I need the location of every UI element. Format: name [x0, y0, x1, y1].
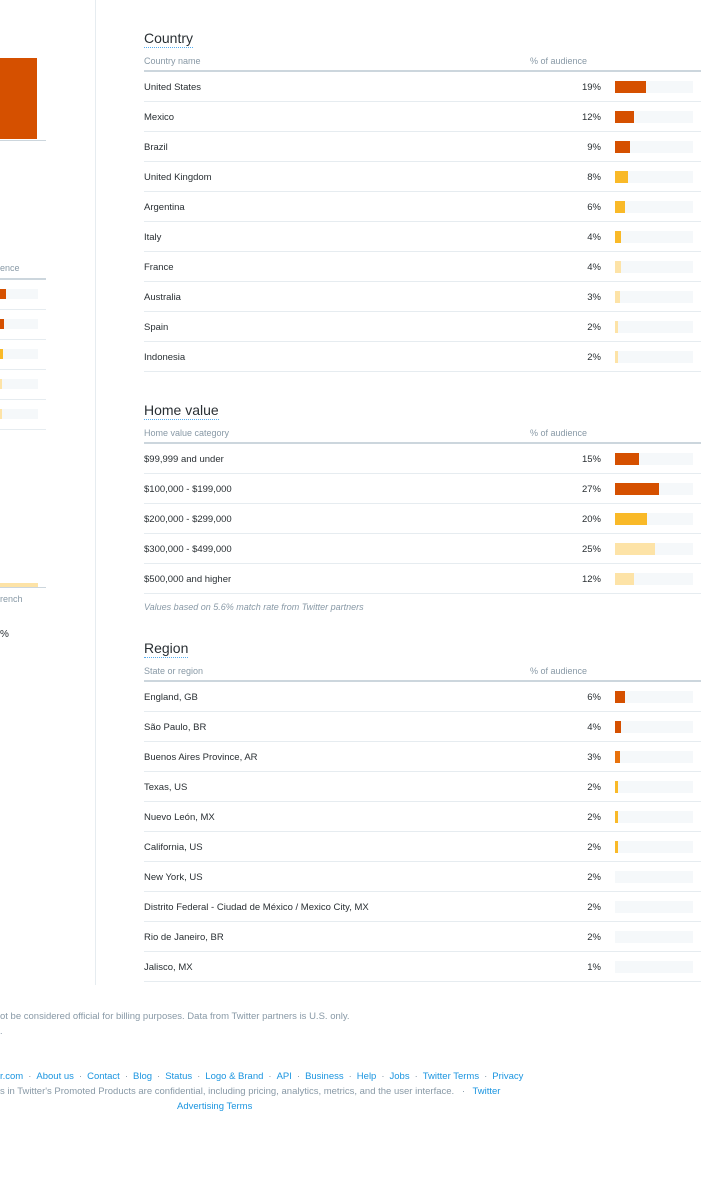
footer-link[interactable]: API: [276, 1071, 292, 1082]
row-percentage: 4%: [587, 722, 601, 733]
row-bar-track: [615, 81, 693, 93]
left-mini-bar: [0, 379, 38, 389]
table-row: [144, 742, 701, 772]
row-bar-fill: [615, 781, 618, 793]
row-bar-track: [615, 931, 693, 943]
row-percentage: 2%: [587, 902, 601, 913]
row-bar-track: [615, 321, 693, 333]
row-bar-fill: [615, 483, 659, 495]
region-section: [144, 640, 701, 982]
row-label: Spain: [144, 322, 169, 333]
row-bar-fill: [615, 81, 646, 93]
row-percentage: 6%: [587, 202, 601, 213]
row-label: Mexico: [144, 112, 175, 123]
region-col-pct: % of audience: [530, 666, 588, 676]
row-bar-track: [615, 201, 693, 213]
country-rows: [144, 72, 701, 372]
row-bar-fill: [615, 111, 634, 123]
row-bar-track: [615, 171, 693, 183]
row-bar-track: [615, 141, 693, 153]
row-label: $300,000 - $499,000: [144, 544, 232, 555]
row-bar-fill: [615, 291, 620, 303]
table-row: [144, 712, 701, 742]
footer-link[interactable]: Help: [356, 1071, 377, 1082]
row-bar-fill: [615, 721, 621, 733]
billing-disclaimer: ot be considered official for billing purposes. Data from Twitter partners is U.S. only.: [0, 1011, 350, 1022]
row-percentage: 12%: [581, 574, 601, 585]
row-percentage: 1%: [587, 962, 601, 973]
row-percentage: 6%: [587, 692, 601, 703]
row-label: United Kingdom: [144, 172, 212, 183]
row-percentage: 2%: [587, 932, 601, 943]
row-bar-fill: [615, 231, 621, 243]
home-value-col-name: Home value category: [144, 428, 230, 438]
table-row: [144, 312, 701, 342]
table-row: [144, 192, 701, 222]
region-col-name: State or region: [144, 666, 204, 676]
table-row: [144, 102, 701, 132]
region-table-header: [144, 662, 701, 682]
row-percentage: 2%: [587, 322, 601, 333]
row-bar-track: [615, 811, 693, 823]
country-title[interactable]: Country: [144, 30, 194, 46]
row-percentage: 2%: [587, 782, 601, 793]
country-col-name: Country name: [144, 56, 201, 66]
row-bar-fill: [615, 201, 625, 213]
table-row: [144, 162, 701, 192]
row-label: $99,999 and under: [144, 454, 224, 465]
row-label: $200,000 - $299,000: [144, 514, 232, 525]
left-pct-label: %: [0, 629, 9, 640]
row-percentage: 2%: [587, 872, 601, 883]
home-value-table-header: [144, 424, 701, 444]
row-label: Indonesia: [144, 352, 186, 363]
row-bar-fill: [615, 321, 618, 333]
row-percentage: 12%: [581, 112, 601, 123]
home-value-col-pct: % of audience: [530, 428, 588, 438]
row-percentage: 27%: [581, 484, 601, 495]
row-label: Jalisco, MX: [144, 962, 193, 973]
footer-link[interactable]: Status: [165, 1071, 193, 1082]
row-percentage: 4%: [587, 232, 601, 243]
link-separator: ·: [157, 1071, 161, 1082]
link-separator: ·: [78, 1071, 83, 1082]
row-bar-fill: [615, 453, 639, 465]
left-row-divider: [0, 399, 46, 400]
advertising-terms-link[interactable]: Advertising Terms: [177, 1101, 253, 1112]
row-percentage: 2%: [587, 352, 601, 363]
confidentiality-notice: s in Twitter's Promoted Products are confidential, including pricing, analytics, metrics, and the user interface. · Twitter: [0, 1086, 501, 1097]
country-table-header: [144, 52, 701, 72]
row-percentage: 19%: [581, 82, 601, 93]
row-bar-track: [615, 961, 693, 973]
table-row: [144, 282, 701, 312]
table-row: [144, 564, 701, 594]
row-label: $100,000 - $199,000: [144, 484, 232, 495]
link-separator: ·: [296, 1071, 301, 1082]
row-bar-fill: [615, 811, 618, 823]
table-row: [144, 862, 701, 892]
left-mini-bar-fill: [0, 319, 4, 329]
footer-link[interactable]: Contact: [87, 1071, 120, 1082]
left-row-divider: [0, 339, 46, 340]
row-percentage: 25%: [581, 544, 601, 555]
row-bar-track: [615, 721, 693, 733]
advertising-terms-line: [177, 1101, 252, 1112]
table-row: [144, 474, 701, 504]
table-row: [144, 892, 701, 922]
row-bar-track: [615, 691, 693, 703]
region-title[interactable]: Region: [144, 640, 189, 656]
row-label: São Paulo, BR: [144, 722, 207, 733]
left-bottom-line: [0, 587, 46, 588]
footer-link[interactable]: Twitter Terms: [422, 1071, 480, 1082]
link-separator: ·: [414, 1071, 418, 1082]
footer-link[interactable]: Business: [305, 1071, 344, 1082]
row-bar-track: [615, 751, 693, 763]
table-row: [144, 504, 701, 534]
footer-links: [0, 1071, 523, 1082]
left-axis-line: [0, 140, 46, 141]
row-percentage: 15%: [581, 454, 601, 465]
left-row-divider: [0, 369, 46, 370]
table-row: [144, 682, 701, 712]
country-section: [144, 30, 701, 372]
left-mini-bar-fill: [0, 349, 3, 359]
row-label: Argentina: [144, 202, 185, 213]
row-label: Distrito Federal - Ciudad de México / Mexico City, MX: [144, 902, 369, 913]
left-mini-bar: [0, 409, 38, 419]
table-row: [144, 444, 701, 474]
left-bottom-label: rench: [0, 594, 23, 604]
row-percentage: 20%: [581, 514, 601, 525]
left-mini-bar-fill: [0, 379, 2, 389]
row-bar-fill: [615, 573, 634, 585]
row-bar-track: [615, 901, 693, 913]
row-bar-fill: [615, 543, 655, 555]
row-percentage: 4%: [587, 262, 601, 273]
table-row: [144, 132, 701, 162]
link-separator: ·: [484, 1071, 488, 1082]
region-rows: [144, 682, 701, 982]
row-label: Australia: [144, 292, 181, 303]
table-row: [144, 252, 701, 282]
table-row: [144, 952, 701, 982]
table-row: [144, 342, 701, 372]
row-percentage: 2%: [587, 812, 601, 823]
link-separator: ·: [348, 1071, 352, 1082]
table-row: [144, 72, 701, 102]
left-large-bar: [0, 58, 37, 139]
row-bar-fill: [615, 751, 620, 763]
footer-link[interactable]: Logo & Brand: [205, 1071, 264, 1082]
confidentiality-text: s in Twitter's Promoted Products are confidential, including pricing, analytics, metrics, and the user interface.: [0, 1086, 455, 1097]
row-bar-fill: [615, 141, 630, 153]
row-label: France: [144, 262, 174, 273]
twitter-terms-link[interactable]: Twitter: [472, 1086, 501, 1097]
table-row: [144, 222, 701, 252]
link-separator: ·: [124, 1071, 128, 1082]
row-label: $500,000 and higher: [144, 574, 232, 585]
row-bar-track: [615, 351, 693, 363]
row-label: Buenos Aires Province, AR: [144, 752, 258, 763]
left-column-header: ence: [0, 263, 20, 273]
footer-link[interactable]: About us: [36, 1071, 74, 1082]
row-percentage: 3%: [587, 752, 601, 763]
row-label: California, US: [144, 842, 203, 853]
row-bar-track: [615, 291, 693, 303]
footer-link[interactable]: Blog: [133, 1071, 153, 1082]
row-bar-track: [615, 231, 693, 243]
row-bar-fill: [615, 351, 618, 363]
home-value-note: Values based on 5.6% match rate from Twitter partners: [144, 602, 364, 612]
left-header-line: [0, 278, 46, 280]
link-separator: ·: [28, 1071, 32, 1082]
row-bar-fill: [615, 513, 647, 525]
row-bar-track: [615, 513, 693, 525]
row-bar-fill: [615, 691, 625, 703]
table-row: [144, 802, 701, 832]
left-mini-bar: [0, 349, 38, 359]
row-bar-track: [615, 871, 693, 883]
row-percentage: 2%: [587, 842, 601, 853]
row-bar-track: [615, 543, 693, 555]
link-separator: ·: [197, 1071, 201, 1082]
left-mini-bar: [0, 289, 38, 299]
home-value-title[interactable]: Home value: [144, 402, 219, 418]
link-separator: ·: [268, 1071, 272, 1082]
table-row: [144, 832, 701, 862]
table-row: [144, 772, 701, 802]
row-bar-track: [615, 453, 693, 465]
row-bar-fill: [615, 171, 628, 183]
left-row-divider: [0, 429, 46, 430]
row-label: Brazil: [144, 142, 168, 153]
row-bar-track: [615, 573, 693, 585]
row-bar-track: [615, 483, 693, 495]
left-mini-bar-fill: [0, 289, 6, 299]
row-label: Nuevo León, MX: [144, 812, 215, 823]
row-bar-track: [615, 781, 693, 793]
footer-link[interactable]: Privacy: [492, 1071, 524, 1082]
link-separator: ·: [381, 1071, 385, 1082]
row-bar-fill: [615, 261, 621, 273]
home-value-section: [144, 402, 701, 612]
country-col-pct: % of audience: [530, 56, 588, 66]
footer-link[interactable]: Jobs: [389, 1071, 410, 1082]
home-value-rows: [144, 444, 701, 594]
left-panel: [0, 0, 96, 985]
row-bar-track: [615, 841, 693, 853]
disclaimer-continuation: .: [0, 1026, 3, 1036]
row-label: Italy: [144, 232, 162, 243]
left-row-divider: [0, 309, 46, 310]
table-row: [144, 922, 701, 952]
row-label: New York, US: [144, 872, 203, 883]
left-mini-bar-fill: [0, 409, 2, 419]
row-bar-track: [615, 261, 693, 273]
row-percentage: 3%: [587, 292, 601, 303]
row-label: Rio de Janeiro, BR: [144, 932, 224, 943]
left-mini-bar: [0, 319, 38, 329]
row-bar-fill: [615, 841, 618, 853]
row-label: Texas, US: [144, 782, 188, 793]
row-label: United States: [144, 82, 202, 93]
row-percentage: 9%: [587, 142, 601, 153]
row-percentage: 8%: [587, 172, 601, 183]
table-row: [144, 534, 701, 564]
row-bar-track: [615, 111, 693, 123]
footer-link[interactable]: r.com: [0, 1071, 24, 1082]
row-label: England, GB: [144, 692, 198, 703]
